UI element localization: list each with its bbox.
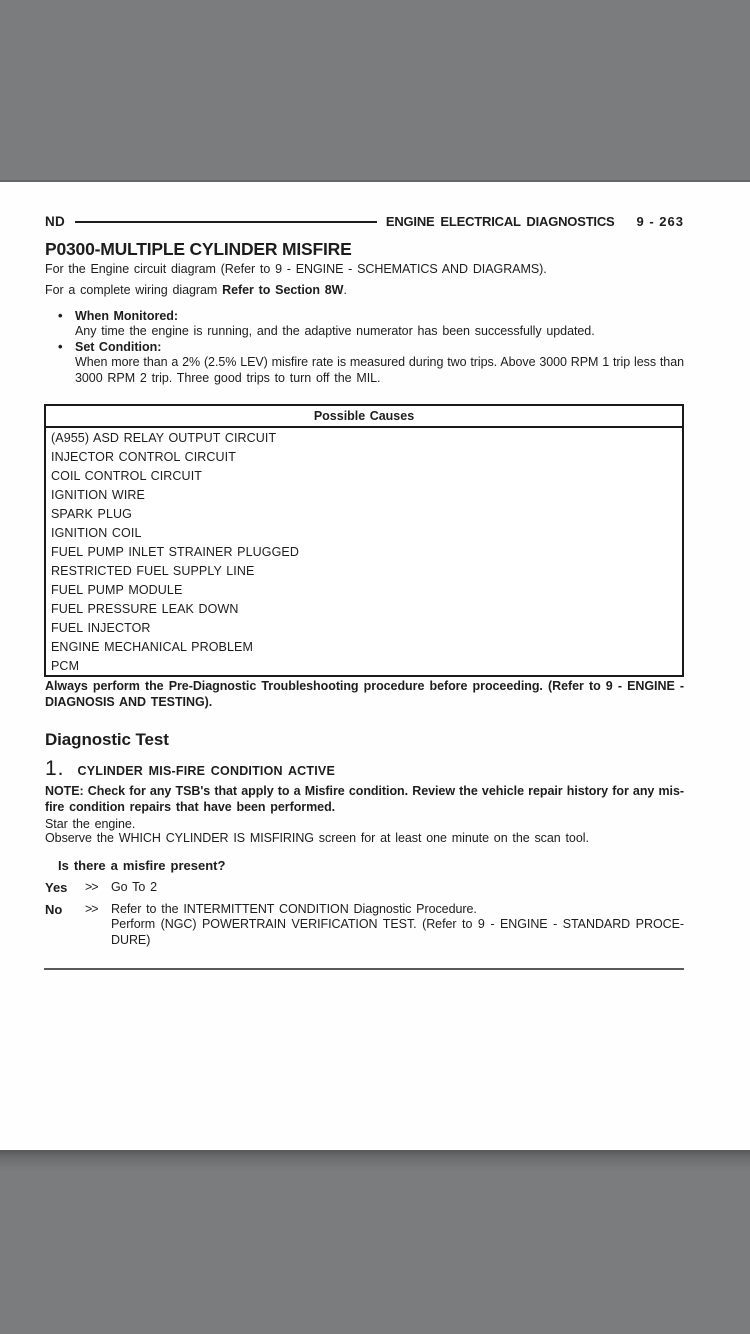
possible-cause-row: FUEL PUMP INLET STRAINER PLUGGED: [51, 544, 299, 559]
answer-arrow-icon: >>: [85, 901, 98, 916]
bullet-icon: •: [58, 338, 63, 354]
possible-cause-row: COIL CONTROL CIRCUIT: [51, 468, 202, 483]
running-header: [45, 214, 684, 229]
intro-line-wiring-reference: Refer to Section 8W: [222, 283, 344, 297]
pre-diagnostic-warning: [45, 679, 684, 710]
possible-cause-row: FUEL INJECTOR: [51, 620, 151, 635]
possible-cause-row: SPARK PLUG: [51, 506, 132, 521]
bullet-label: When Monitored:: [75, 309, 179, 323]
document-page[interactable]: [0, 182, 750, 1150]
header-section-title: ENGINE ELECTRICAL DIAGNOSTICS: [385, 214, 615, 229]
answer-text: [111, 902, 684, 949]
text-line: Refer to the INTERMITTENT CONDITION Diagnostic Procedure.: [111, 901, 477, 916]
viewer-background-bottom: [0, 1150, 750, 1334]
intro-line-circuit-diagram: For the Engine circuit diagram (Refer to 9 - ENGINE - SCHEMATICS AND DIAGRAMS).: [45, 262, 547, 276]
text-line: When more than a 2% (2.5% LEV) misfire rate is measured during two trips. Above 3000 RPM 1 trip less than: [75, 355, 684, 370]
answer-row-no: [45, 902, 684, 949]
possible-causes-rows: [46, 428, 682, 675]
bullet-label: Set Condition:: [75, 339, 162, 354]
answer-label: No: [45, 901, 63, 917]
intro-line-wiring-diagram: [45, 283, 684, 298]
misfire-question: Is there a misfire present?: [58, 858, 226, 873]
possible-cause-row: IGNITION COIL: [51, 525, 142, 540]
text-line: Go To 2: [111, 880, 157, 894]
header-rule: [75, 221, 377, 223]
text-line: DURE): [111, 932, 151, 947]
possible-causes-table: [44, 404, 684, 677]
bullet-icon: •: [58, 308, 63, 323]
answer-label: Yes: [45, 880, 68, 895]
possible-cause-row: RESTRICTED FUEL SUPPLY LINE: [51, 563, 255, 578]
text-line: DIAGNOSIS AND TESTING).: [45, 694, 213, 709]
answer-arrow-icon: >>: [85, 880, 98, 894]
text-line: fire condition repairs that have been performed.: [45, 799, 336, 814]
text-line: NOTE: Check for any TSB's that apply to a Misfire condition. Review the vehicle repair history for any mis-: [45, 784, 684, 798]
bullet-body: [75, 309, 684, 340]
bullet-item: [57, 309, 684, 340]
text-line: 3000 RPM 2 trip. Three good trips to turn off the MIL.: [75, 370, 381, 385]
header-model-code: ND: [45, 214, 65, 229]
answer-text: [111, 880, 684, 896]
step-title: CYLINDER MIS-FIRE CONDITION ACTIVE: [77, 764, 335, 778]
note-paragraph: [45, 784, 684, 815]
bullet-body: [75, 340, 684, 386]
possible-cause-row: (A955) ASD RELAY OUTPUT CIRCUIT: [51, 430, 277, 445]
possible-cause-row: FUEL PRESSURE LEAK DOWN: [51, 601, 239, 616]
possible-cause-row: IGNITION WIRE: [51, 487, 145, 502]
possible-cause-row: INJECTOR CONTROL CIRCUIT: [51, 449, 236, 464]
section-divider: [44, 968, 684, 970]
intro-line-wiring-prefix: For a complete wiring diagram: [45, 283, 223, 297]
text-line: Perform (NGC) POWERTRAIN VERIFICATION TEST. (Refer to 9 - ENGINE - STANDARD PROCE-: [111, 917, 684, 931]
answer-row-yes: [45, 880, 684, 896]
possible-cause-row: ENGINE MECHANICAL PROBLEM: [51, 639, 253, 654]
instruction-start-engine: Star the engine.: [45, 817, 136, 831]
possible-cause-row: FUEL PUMP MODULE: [51, 582, 183, 597]
possible-cause-row: PCM: [51, 658, 80, 673]
step-number: 1.: [45, 757, 65, 780]
instruction-observe-scan-tool: Observe the WHICH CYLINDER IS MISFIRING screen for at least one minute on the scan tool.: [45, 831, 589, 845]
text-line: Any time the engine is running, and the adaptive numerator has been successfully updated.: [75, 324, 595, 339]
answers-list: [45, 880, 684, 954]
possible-causes-header: Possible Causes: [46, 406, 682, 428]
step-1-heading: [45, 757, 335, 781]
text-line: Always perform the Pre-Diagnostic Troubleshooting procedure before proceeding. (Refer to 9 - ENGINE -: [45, 679, 684, 693]
diagnostic-test-heading: Diagnostic Test: [45, 730, 169, 749]
bullet-item: [57, 340, 684, 386]
viewer-background-top: [0, 0, 750, 182]
monitor-conditions-list: [57, 309, 684, 386]
dtc-title: P0300-MULTIPLE CYLINDER MISFIRE: [45, 239, 352, 259]
intro-line-wiring-suffix: .: [343, 283, 347, 297]
header-page-number: 9 - 263: [636, 214, 684, 229]
